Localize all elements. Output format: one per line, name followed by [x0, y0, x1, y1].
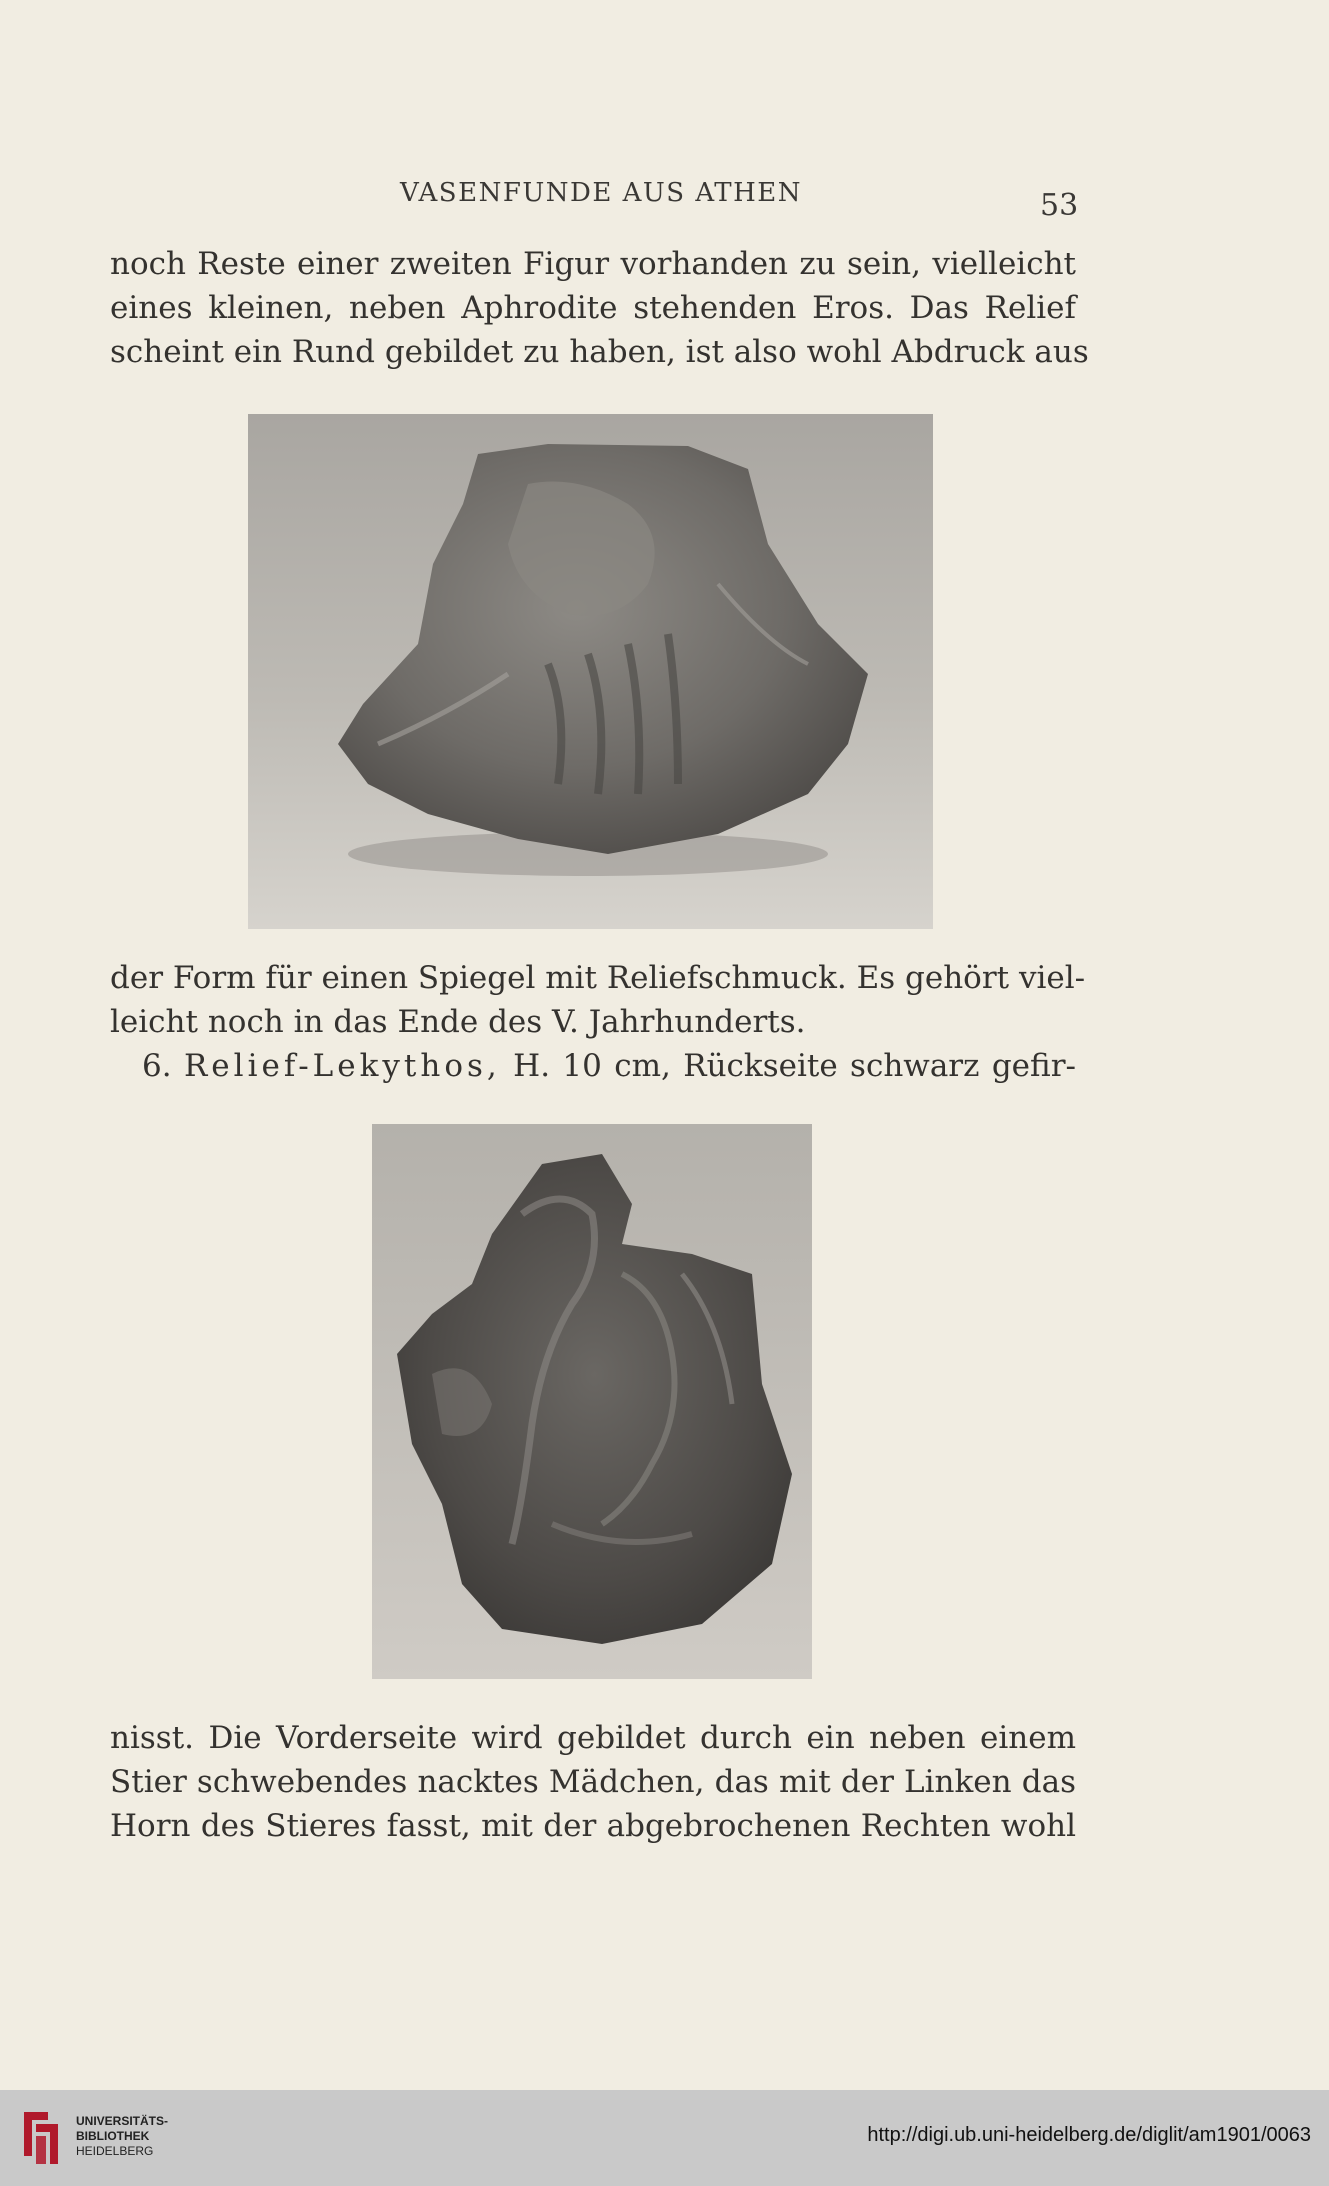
relief-fragment-image	[248, 414, 933, 929]
text-line: leicht noch in das Ende des V. Jahrhunderts.	[110, 1004, 806, 1040]
digitization-footer	[0, 2090, 1329, 2186]
permalink-url[interactable]: http://digi.ub.uni-heidelberg.de/diglit/am1901/0063	[867, 2124, 1311, 2146]
page-number: 53	[1040, 188, 1079, 223]
item-title: Relief-Lekythos,	[183, 1048, 501, 1084]
paragraph-4	[110, 1716, 1076, 1848]
text-line: eines kleinen, neben Aphrodite stehenden Eros. Das Relief	[110, 290, 1076, 326]
text-line: Stier schwebendes nacktes Mädchen, das mit der Linken das	[110, 1764, 1076, 1800]
library-name-line: UNIVERSITÄTS-	[76, 2114, 169, 2128]
text-line: der Form für einen Spiegel mit Reliefschmuck. Es gehört viel-	[110, 960, 1086, 996]
text-line: Horn des Stieres fasst, mit der abgebrochenen Rechten wohl	[110, 1808, 1076, 1844]
item-number: 6.	[142, 1048, 172, 1084]
text-line: noch Reste einer zweiten Figur vorhanden zu sein, vielleicht	[110, 246, 1076, 282]
item-description: H. 10 cm, Rückseite schwarz gefir-	[513, 1048, 1076, 1084]
paragraph-1	[110, 242, 1089, 374]
library-name-line: BIBLIOTHEK	[76, 2129, 150, 2143]
figure-relief-mirror-photo	[248, 414, 933, 929]
lekythos-fragment-image	[372, 1124, 812, 1679]
paragraph-2	[110, 956, 1086, 1088]
text-line: scheint ein Rund gebildet zu haben, ist also wohl Abdruck aus	[110, 334, 1089, 370]
paragraph-3-line	[110, 1044, 1076, 1088]
library-name-line: HEIDELBERG	[76, 2144, 154, 2158]
ub-heidelberg-logo-icon	[14, 2106, 68, 2170]
library-name	[76, 2114, 168, 2159]
text-line: nisst. Die Vorderseite wird gebildet durch ein neben einem	[110, 1720, 1076, 1756]
figure-relief-lekythos-photo	[372, 1124, 812, 1679]
running-title: VASENFUNDE AUS ATHEN	[400, 178, 802, 208]
